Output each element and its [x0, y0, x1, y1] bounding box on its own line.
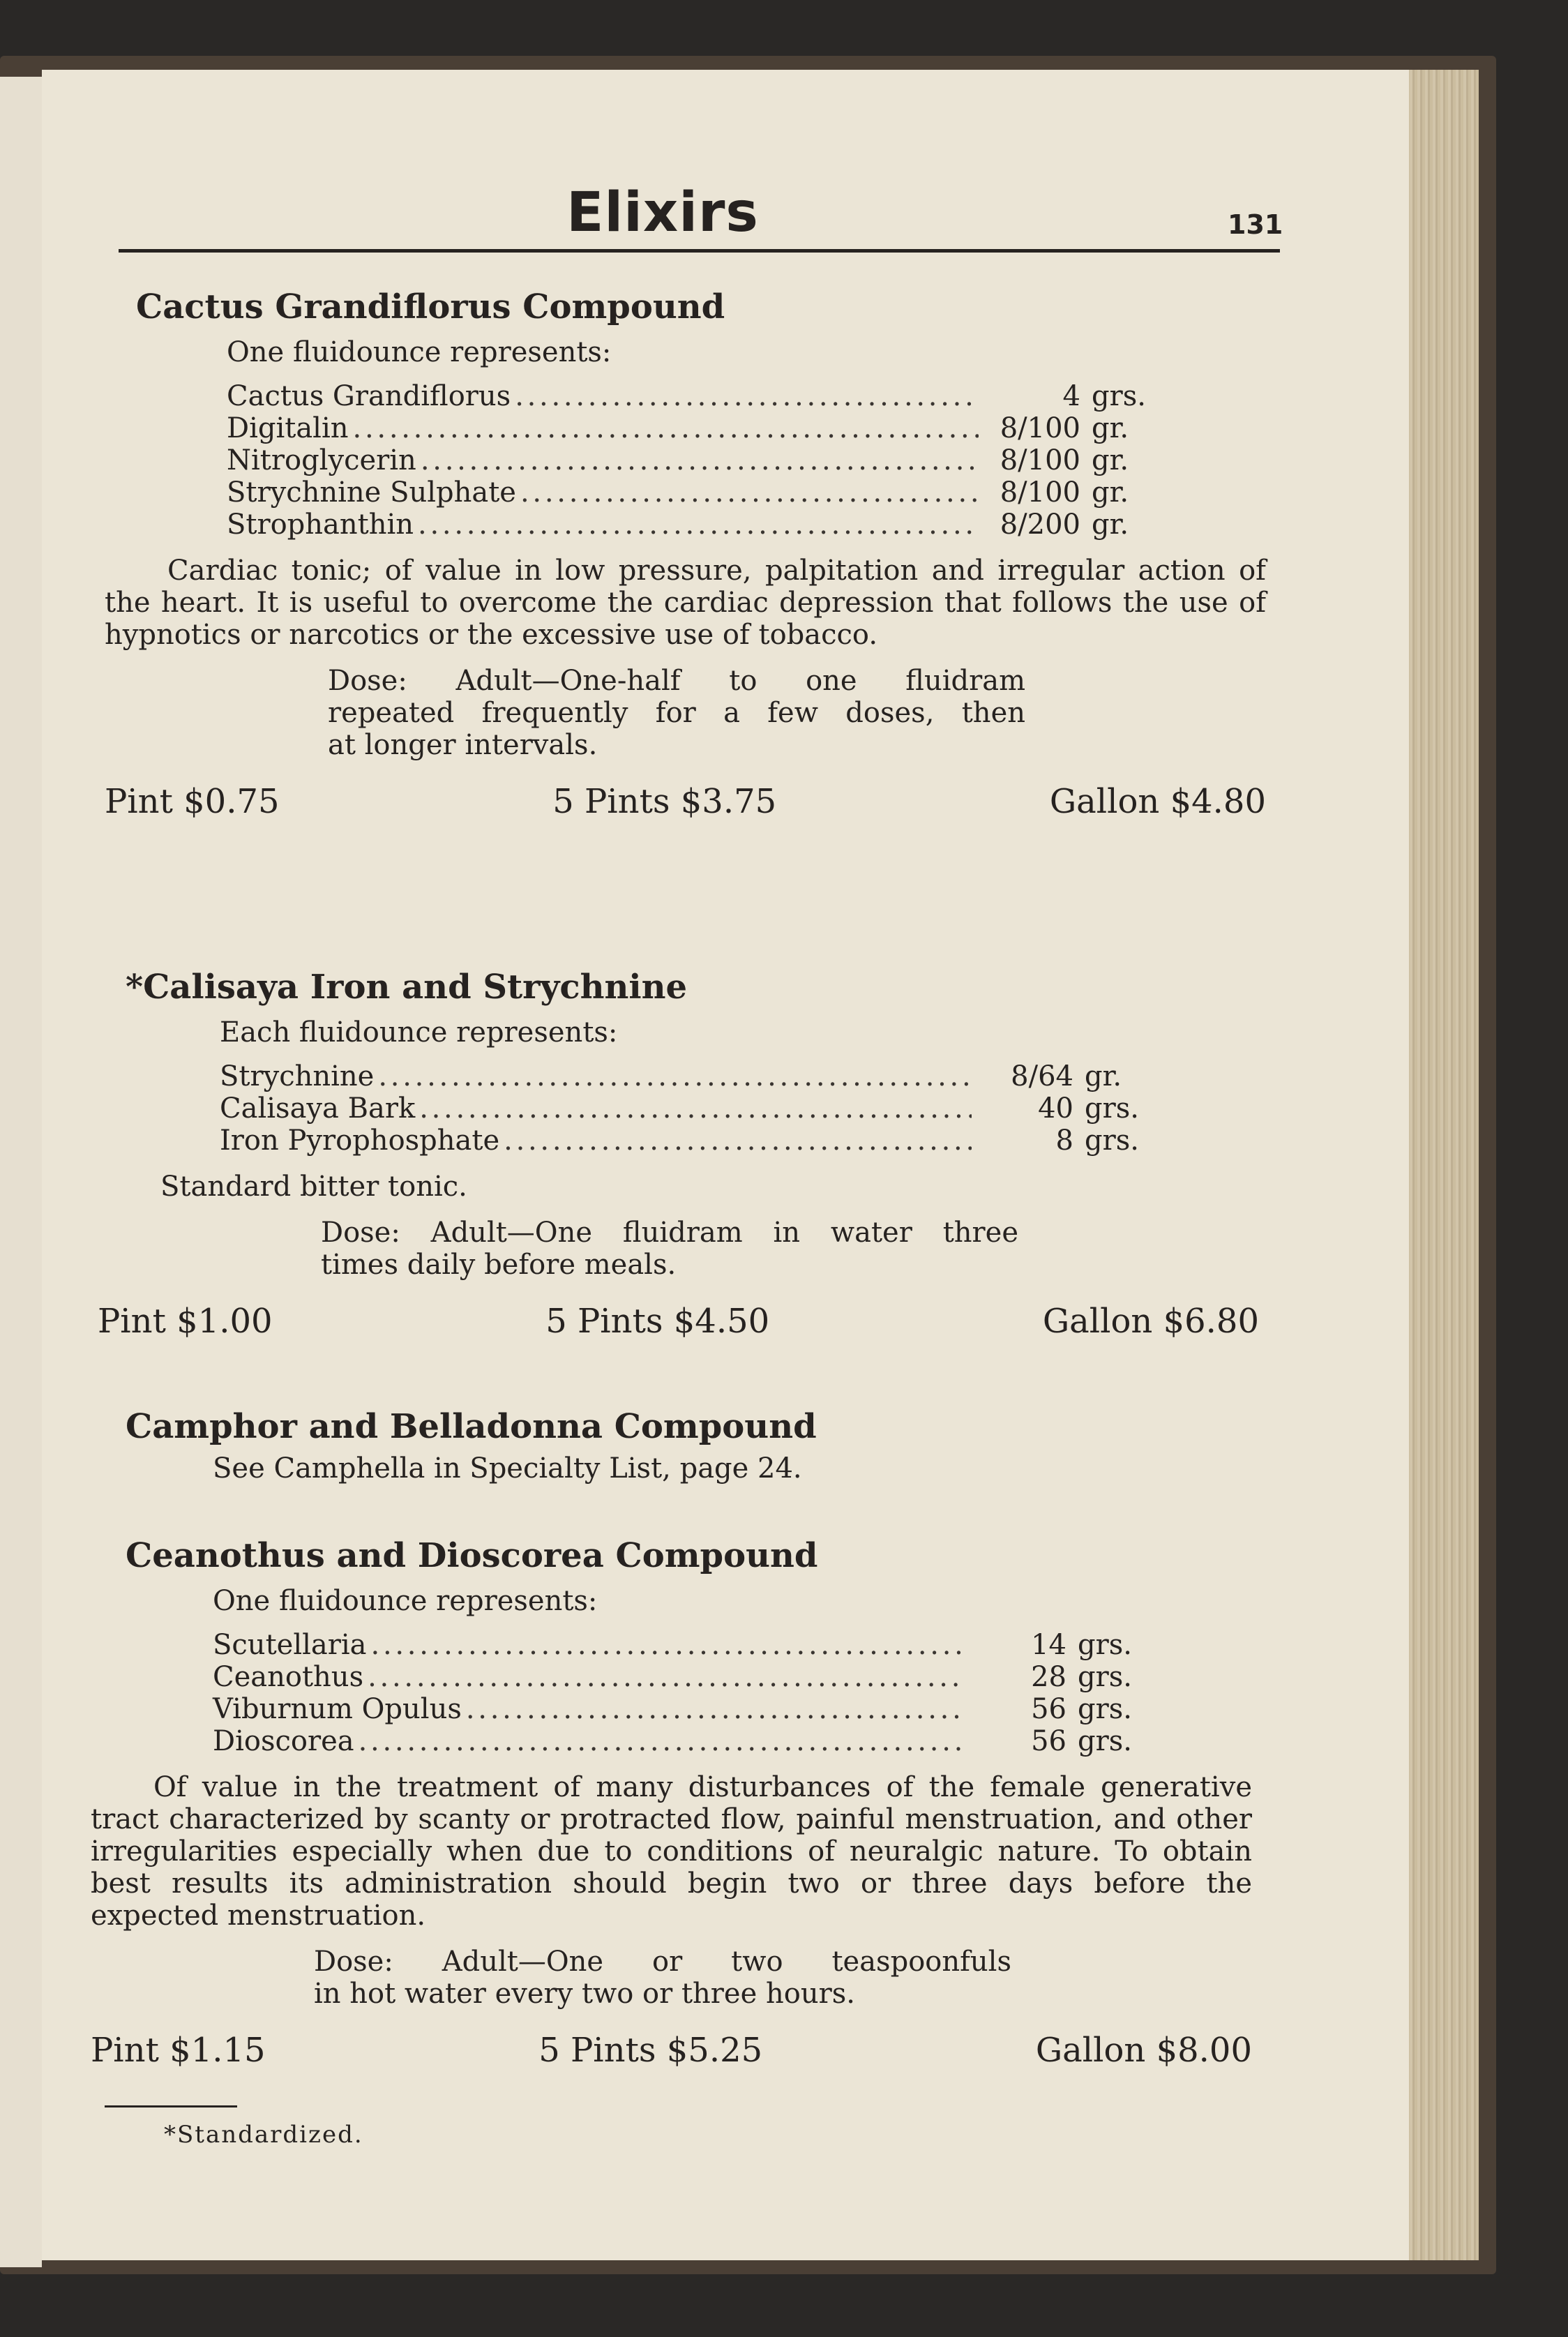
- ingredient-row: [220, 1092, 1147, 1125]
- dose-line: at longer intervals.: [328, 729, 598, 761]
- ingredient-list: [105, 380, 1283, 541]
- ingredient-amount: 28: [1031, 1661, 1066, 1693]
- price-pint: Pint $1.15: [91, 2031, 266, 2070]
- ingredient-name: Ceanothus: [213, 1661, 364, 1693]
- book-page: [42, 70, 1409, 2260]
- ingredient-name: Viburnum Opulus: [213, 1693, 462, 1725]
- section-intro: One fluidounce represents:: [213, 1585, 598, 1617]
- ingredient-amount: 14: [1031, 1629, 1066, 1661]
- previous-page-edge: [0, 77, 42, 2267]
- section-intro: See Camphella in Specialty List, page 24.: [213, 1452, 802, 1485]
- ingredient-name: Scutellaria: [213, 1629, 367, 1661]
- header-rule: [119, 249, 1280, 253]
- ingredient-row: [227, 412, 1154, 444]
- ingredient-row: [227, 444, 1154, 476]
- dose-instructions: [314, 1946, 1011, 2010]
- ingredient-name: Strychnine Sulphate: [227, 476, 516, 509]
- ingredient-amount: 8/100: [1000, 476, 1080, 509]
- price-row: [105, 782, 1266, 821]
- ingredient-name: Cactus Grandiflorus: [227, 380, 511, 412]
- leader-dots: [368, 1661, 965, 1693]
- ingredient-unit: gr.: [1092, 509, 1129, 541]
- dose-line: repeated frequently for a few doses, then: [328, 697, 1025, 729]
- ingredient-unit: gr.: [1092, 476, 1129, 509]
- footnote-rule: [105, 2105, 237, 2107]
- ingredient-amount: 8/100: [1000, 412, 1080, 444]
- page-edges: [1402, 70, 1479, 2260]
- ingredient-row: [227, 509, 1154, 541]
- price-gallon: Gallon $6.80: [1042, 1302, 1259, 1341]
- ingredient-unit: grs.: [1085, 1092, 1139, 1125]
- price-pint: Pint $1.00: [98, 1302, 273, 1341]
- price-five-pints: 5 Pints $3.75: [552, 782, 777, 821]
- ingredient-amount: 4: [1062, 380, 1080, 412]
- ingredient-name: Nitroglycerin: [227, 444, 416, 476]
- leader-dots: [378, 1060, 972, 1092]
- ingredient-unit: gr.: [1085, 1060, 1122, 1092]
- ingredient-amount: 56: [1031, 1725, 1066, 1757]
- price-row: [91, 2031, 1252, 2070]
- leader-dots: [419, 1092, 972, 1125]
- section-heading: *Calisaya Iron and Strychnine: [126, 968, 688, 1007]
- leader-dots: [466, 1693, 965, 1725]
- ingredient-unit: grs.: [1078, 1629, 1132, 1661]
- ingredient-amount: 8/200: [1000, 509, 1080, 541]
- ingredient-list: [91, 1629, 1269, 1757]
- dose-instructions: [321, 1217, 1018, 1281]
- ingredient-row: [213, 1661, 1140, 1693]
- ingredient-name: Iron Pyrophosphate: [220, 1125, 500, 1157]
- leader-dots: [504, 1125, 972, 1157]
- ingredient-unit: grs.: [1092, 380, 1146, 412]
- price-gallon: Gallon $4.80: [1049, 782, 1266, 821]
- section-cactus-grandiflorus: [105, 283, 1283, 821]
- dose-instructions: [328, 665, 1025, 761]
- dose-line: in hot water every two or three hours.: [314, 1978, 855, 2010]
- ingredient-amount: 8/64: [1011, 1060, 1073, 1092]
- ingredient-row: [213, 1629, 1140, 1661]
- page-number: 131: [1228, 209, 1283, 240]
- ingredient-name: Strychnine: [220, 1060, 375, 1092]
- ingredient-amount: 56: [1031, 1693, 1066, 1725]
- leader-dots: [421, 444, 979, 476]
- ingredient-unit: grs.: [1078, 1661, 1132, 1693]
- section-heading: Cactus Grandiflorus Compound: [136, 287, 725, 326]
- ingredient-name: Strophanthin: [227, 509, 414, 541]
- ingredient-row: [227, 476, 1154, 509]
- price-five-pints: 5 Pints $5.25: [538, 2031, 763, 2070]
- ingredient-unit: gr.: [1092, 444, 1129, 476]
- ingredient-row: [227, 380, 1154, 412]
- section-heading: Ceanothus and Dioscorea Compound: [126, 1536, 818, 1575]
- ingredient-row: [213, 1693, 1140, 1725]
- ingredient-amount: 8/100: [1000, 444, 1080, 476]
- ingredient-amount: 8: [1055, 1125, 1073, 1157]
- ingredient-unit: grs.: [1078, 1693, 1132, 1725]
- section-description: Of value in the treatment of many disturbances of the female generative tract characterized by scanty or protracted flow, painful menstruation, and other irregularities especially when due to conditions of neuralgic nature. To obtain best results its administration should begin two or three days before the expected menstruation.: [91, 1771, 1252, 1932]
- price-row: [98, 1302, 1259, 1341]
- leader-dots: [353, 412, 979, 444]
- page-title: Elixirs: [566, 181, 759, 244]
- leader-dots: [520, 476, 979, 509]
- ingredient-row: [213, 1725, 1140, 1757]
- ingredient-unit: gr.: [1092, 412, 1129, 444]
- dose-line: Dose: Adult—One fluidram in water three: [321, 1217, 1018, 1249]
- ingredient-unit: grs.: [1085, 1125, 1139, 1157]
- leader-dots: [515, 380, 979, 412]
- ingredient-row: [220, 1060, 1147, 1092]
- dose-line: times daily before meals.: [321, 1249, 677, 1281]
- price-pint: Pint $0.75: [105, 782, 280, 821]
- section-description: Standard bitter tonic.: [160, 1171, 467, 1203]
- section-ceanothus-dioscorea: [91, 1531, 1269, 2070]
- ingredient-name: Dioscorea: [213, 1725, 354, 1757]
- ingredient-unit: grs.: [1078, 1725, 1132, 1757]
- ingredient-amount: 40: [1038, 1092, 1073, 1125]
- section-camphor-belladonna: [91, 1402, 1269, 1486]
- price-gallon: Gallon $8.00: [1035, 2031, 1252, 2070]
- ingredient-list: [98, 1060, 1276, 1157]
- ingredient-row: [220, 1125, 1147, 1157]
- dose-line: Dose: Adult—One or two teaspoonfuls: [314, 1946, 1011, 1978]
- section-intro: One fluidounce represents:: [227, 336, 612, 368]
- section-heading: Camphor and Belladonna Compound: [126, 1407, 817, 1446]
- section-description: Cardiac tonic; of value in low pressure, palpitation and irregular action of the heart. It is useful to overcome the cardiac depression that follows the use of hypnotics or narcotics or the excessive use of tobacco.: [105, 555, 1266, 651]
- ingredient-name: Calisaya Bark: [220, 1092, 416, 1125]
- footnote: *Standardized.: [164, 2121, 363, 2149]
- ingredient-name: Digitalin: [227, 412, 349, 444]
- section-calisaya-iron-strychnine: [98, 963, 1276, 1341]
- price-five-pints: 5 Pints $4.50: [545, 1302, 770, 1341]
- leader-dots: [359, 1725, 965, 1757]
- dose-line: Dose: Adult—One-half to one fluidram: [328, 665, 1025, 697]
- leader-dots: [418, 509, 979, 541]
- section-intro: Each fluidounce represents:: [220, 1016, 618, 1049]
- leader-dots: [371, 1629, 965, 1661]
